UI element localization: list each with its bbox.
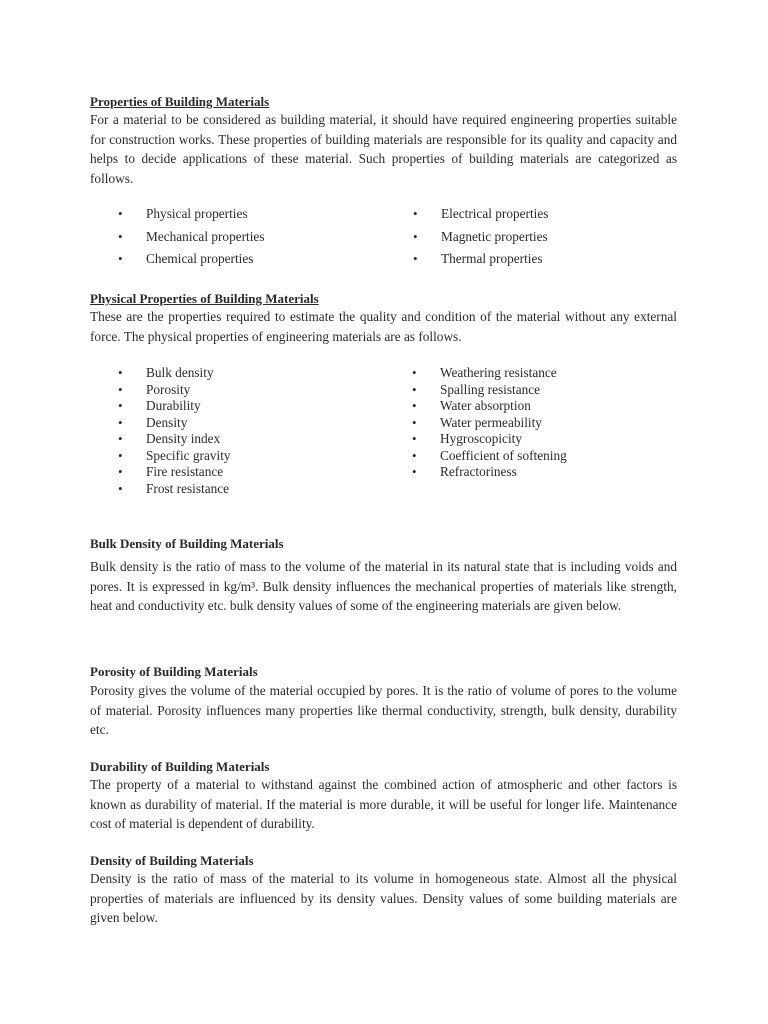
density-paragraph: Density is the ratio of mass of the material to its volume in homogeneous state. Almost all the physical properties of materials are influenced by its density values. Density values of some building materials are given below.	[90, 871, 677, 926]
list-item: • Electrical properties	[413, 203, 548, 226]
intro-paragraph: For a material to be considered as building material, it should have required engineering properties suitable for construction works. These properties of building materials are responsible for its quality and capacity and helps to decide applications of these material. Such properties of building materials are categorized as follows.	[90, 112, 677, 186]
list-item: • Durability	[118, 398, 231, 415]
list-item: • Density	[118, 415, 231, 432]
list-item: • Frost resistance	[118, 481, 231, 498]
section-heading-properties: Properties of Building Materials	[90, 94, 270, 109]
list-item: • Density index	[118, 431, 231, 448]
list-item: • Fire resistance	[118, 464, 231, 481]
bulk-density-paragraph: Bulk density is the ratio of mass to the volume of the material in its natural state that is including voids and pores. It is expressed in kg/m³. Bulk density influences the mechanical properties of materials like strength, heat and conductivity etc. bulk density values of some of the engineering materials are given below.	[90, 559, 677, 614]
physical-properties-right	[412, 365, 567, 481]
section-heading-bulk-density: Bulk Density of Building Materials	[90, 536, 284, 551]
list-item: • Coefficient of softening	[412, 448, 567, 465]
section-heading-porosity: Porosity of Building Materials	[90, 664, 258, 679]
section-heading-physical: Physical Properties of Building Materials	[90, 291, 319, 306]
section-heading-density: Density of Building Materials	[90, 853, 254, 868]
list-item: • Water absorption	[412, 398, 567, 415]
property-categories-left	[118, 203, 265, 271]
list-item: • Mechanical properties	[118, 226, 265, 249]
durability-paragraph: The property of a material to withstand against the combined action of atmospheric and other factors is known as durability of material. If the material is more durable, it will be useful for longer life. Maintenance cost of material is dependent of durability.	[90, 777, 677, 832]
physical-properties-left	[118, 365, 231, 497]
list-item: • Spalling resistance	[412, 382, 567, 399]
list-item: • Chemical properties	[118, 248, 265, 271]
porosity-paragraph: Porosity gives the volume of the material occupied by pores. It is the ratio of volume of pores to the volume of material. Porosity influences many properties like thermal conductivity, strength, bulk density, durability etc.	[90, 683, 677, 738]
list-item: • Water permeability	[412, 415, 567, 432]
list-item: • Specific gravity	[118, 448, 231, 465]
section-heading-durability: Durability of Building Materials	[90, 759, 270, 774]
list-item: • Weathering resistance	[412, 365, 567, 382]
list-item: • Refractoriness	[412, 464, 567, 481]
list-item: • Magnetic properties	[413, 226, 548, 249]
property-categories-right	[413, 203, 548, 271]
list-item: • Thermal properties	[413, 248, 548, 271]
list-item: • Porosity	[118, 382, 231, 399]
physical-paragraph: These are the properties required to estimate the quality and condition of the material without any external force. The physical properties of engineering materials are as follows.	[90, 309, 677, 344]
list-item: • Hygroscopicity	[412, 431, 567, 448]
list-item: • Bulk density	[118, 365, 231, 382]
list-item: • Physical properties	[118, 203, 265, 226]
